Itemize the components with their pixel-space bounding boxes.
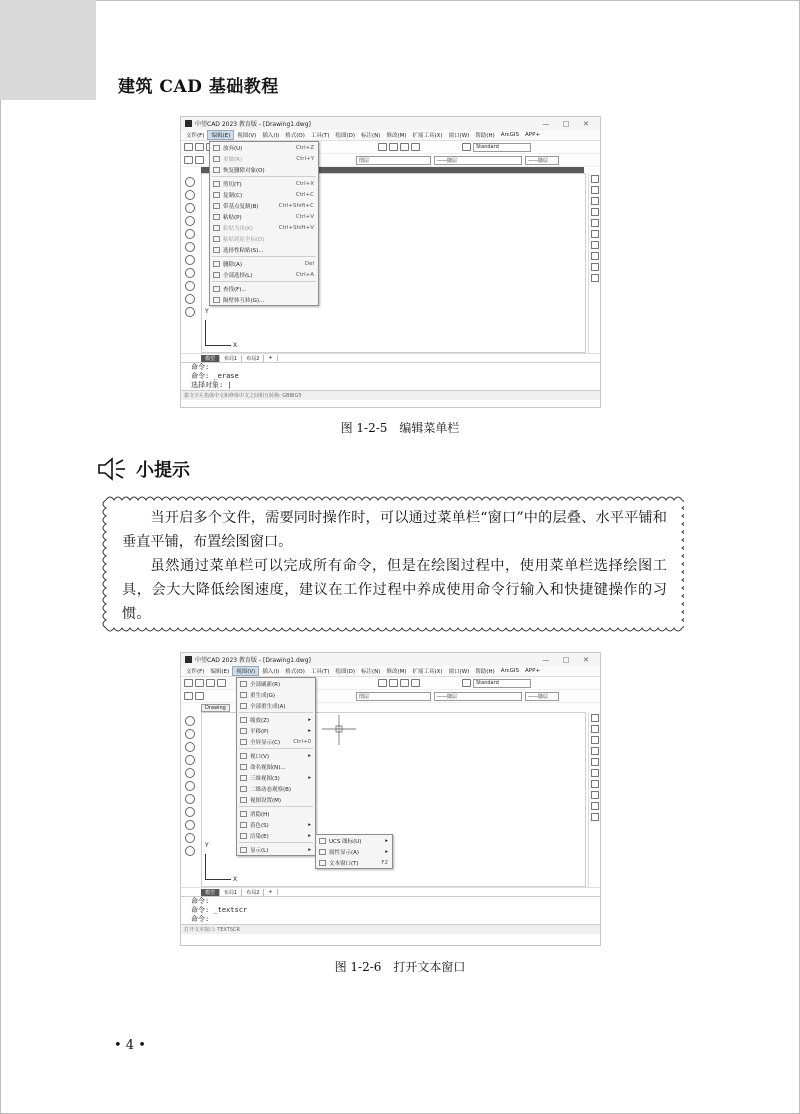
menu-item[interactable]: 插入(I)	[262, 133, 280, 139]
submenu-arrow-icon: ▸	[308, 727, 311, 734]
menu-item-label: 粘贴到原坐标(D)	[223, 236, 265, 243]
dropdown-item[interactable]	[237, 714, 315, 725]
menu-item-shortcut: Ctrl+V	[295, 213, 314, 220]
menu-item[interactable]: 绘图(D)	[335, 669, 356, 675]
layer-state-icon[interactable]	[195, 692, 204, 700]
menu-item-icon	[240, 764, 247, 770]
menu-item-label: 消隐(H)	[250, 811, 270, 818]
menu-item[interactable]: 插入(I)	[262, 669, 280, 675]
lineweight-combo[interactable]: ——随层	[525, 692, 559, 701]
tip-header	[96, 456, 190, 482]
command-line[interactable]	[181, 896, 600, 924]
dropdown-item[interactable]	[210, 294, 318, 305]
menu-separator	[212, 256, 316, 257]
line-icon[interactable]	[185, 716, 195, 726]
dropdown-item[interactable]	[237, 794, 315, 805]
title-bar	[181, 653, 600, 666]
menu-item-icon	[319, 849, 326, 855]
modify-toolbar	[588, 712, 600, 887]
menu-item-label: 复制(C)	[223, 192, 243, 199]
dropdown-item[interactable]	[210, 164, 318, 175]
view-menu-dropdown	[236, 677, 316, 856]
submenu-arrow-icon: ▸	[308, 752, 311, 759]
menu-item-icon	[240, 775, 247, 781]
print-icon[interactable]	[217, 679, 226, 687]
help-icon[interactable]	[462, 679, 471, 687]
dropdown-item[interactable]	[210, 178, 318, 189]
menu-item-icon	[213, 156, 220, 162]
stretch-icon[interactable]	[591, 263, 599, 271]
app-logo-icon	[185, 120, 192, 127]
menu-item-label: 全部选择(L)	[223, 272, 253, 279]
menu-item-label: 命名视图(N)...	[250, 764, 286, 771]
menu-item-icon	[240, 681, 247, 687]
cloud-icon[interactable]	[185, 794, 195, 804]
menu-item[interactable]: 格式(O)	[285, 669, 305, 675]
tip-paragraph: 当开启多个文件，需要同时操作时，可以通过菜单栏“窗口”中的层叠、水平平铺和垂直平铺，布置绘图窗口。	[122, 510, 667, 550]
menu-item[interactable]: 修改(M)	[386, 669, 407, 675]
layout-tab[interactable]: 布局1	[220, 889, 242, 896]
dropdown-item[interactable]	[316, 846, 392, 857]
figure-caption-2: 图 1-2-6 打开文本窗口	[334, 960, 466, 974]
zoom-window-icon[interactable]	[400, 679, 409, 687]
mirror-icon[interactable]	[591, 197, 599, 205]
app-logo-icon	[185, 656, 192, 663]
layout-tab[interactable]: 布局2	[242, 355, 264, 362]
draw-toolbar	[181, 712, 199, 887]
dropdown-item[interactable]	[210, 153, 318, 164]
display-submenu	[315, 834, 393, 869]
submenu-arrow-icon: ▸	[308, 821, 311, 828]
layer-state-icon[interactable]	[195, 156, 204, 164]
menu-item-icon	[240, 717, 247, 723]
dropdown-item[interactable]	[210, 222, 318, 233]
menu-item-label: 恢复删除对象(O)	[223, 167, 265, 174]
menu-item-icon	[240, 753, 247, 759]
rectangle-icon[interactable]	[185, 216, 195, 226]
dropdown-item[interactable]	[237, 819, 315, 830]
polyline-icon[interactable]	[185, 190, 195, 200]
mirror-icon[interactable]	[591, 736, 599, 744]
menu-item[interactable]: 文件(F)	[186, 133, 205, 139]
menu-item[interactable]: 标注(N)	[361, 669, 381, 675]
rotate-icon[interactable]	[591, 780, 599, 788]
copy-icon[interactable]	[591, 725, 599, 733]
maximize-icon[interactable]: □	[562, 119, 570, 128]
dropdown-item[interactable]	[237, 700, 315, 711]
window-title: 中望CAD 2023 教育版 - [Drawing1.dwg]	[195, 121, 311, 128]
ucs-icon: X Y	[205, 308, 238, 349]
dropdown-item[interactable]	[237, 783, 315, 794]
command-line[interactable]	[181, 362, 600, 390]
command-line-text: 命令: _erase	[191, 372, 239, 380]
figure-caption-1: 图 1-2-5 编辑菜单栏	[340, 421, 460, 435]
circle-icon[interactable]	[185, 242, 195, 252]
rectangle-icon[interactable]	[185, 755, 195, 765]
linetype-combo[interactable]: ——随层	[434, 156, 522, 165]
submenu-arrow-icon: ▸	[385, 837, 388, 844]
pan-icon[interactable]	[378, 143, 387, 151]
dropdown-item[interactable]	[237, 678, 315, 689]
array-icon[interactable]	[591, 219, 599, 227]
new-icon[interactable]	[184, 679, 193, 687]
command-line-text: 命令:	[191, 915, 210, 923]
move-icon[interactable]	[591, 769, 599, 777]
command-line-text: 命令:	[191, 897, 210, 905]
page-number: • 4 •	[114, 1038, 146, 1053]
menu-item-icon	[213, 214, 220, 220]
command-line-text: 命令:	[191, 363, 210, 371]
hatch-icon[interactable]	[185, 307, 195, 317]
new-icon[interactable]	[184, 143, 193, 151]
menu-item-icon	[213, 192, 220, 198]
polygon-icon[interactable]	[185, 203, 195, 213]
menu-item-icon	[213, 261, 220, 267]
array-icon[interactable]	[591, 758, 599, 766]
menu-item[interactable]: 工具(T)	[310, 669, 330, 675]
layer-combo[interactable]: 图层	[356, 692, 431, 701]
scale-icon[interactable]	[591, 252, 599, 260]
menu-item-label: 视图设置(M)	[250, 797, 282, 804]
zoom-icon[interactable]	[389, 679, 398, 687]
menu-item-icon	[240, 692, 247, 698]
dropdown-item[interactable]	[210, 269, 318, 280]
menu-bar	[181, 666, 600, 677]
menu-item-label: 重做(R)	[223, 156, 243, 163]
menu-item[interactable]: 工具(T)	[310, 133, 330, 139]
corner-band	[0, 0, 96, 100]
polyline-icon[interactable]	[185, 729, 195, 739]
menu-item-icon	[213, 247, 220, 253]
menu-item[interactable]: 帮助(H)	[475, 133, 495, 139]
menu-item-label: 视口(V)	[250, 753, 270, 760]
modify-toolbar	[588, 173, 600, 353]
menu-item-shortcut: Ctrl+Shift+C	[278, 202, 314, 209]
zoom-previous-icon[interactable]	[411, 143, 420, 151]
spline-icon[interactable]	[185, 807, 195, 817]
open-icon[interactable]	[195, 679, 204, 687]
menu-item-label: 选择性粘贴(S)...	[223, 247, 264, 254]
menu-item[interactable]: APP+	[525, 132, 541, 138]
menu-item-label: 二维动态观察(B)	[250, 786, 292, 793]
menu-item-icon	[319, 860, 326, 866]
zoom-window-icon[interactable]	[400, 143, 409, 151]
trim-icon[interactable]	[591, 274, 599, 282]
menu-item[interactable]: 标注(N)	[361, 133, 381, 139]
edit-menu-dropdown	[209, 141, 319, 306]
menu-item-shortcut: F2	[381, 859, 388, 866]
insert-block-icon[interactable]	[185, 294, 195, 304]
menu-item[interactable]: 窗口(W)	[448, 669, 470, 675]
zoom-previous-icon[interactable]	[411, 679, 420, 687]
copy-icon[interactable]	[591, 186, 599, 194]
draw-toolbar	[181, 173, 199, 353]
crosshair-cursor-icon	[322, 715, 362, 755]
menu-item[interactable]: 窗口(W)	[448, 133, 470, 139]
menu-bar	[181, 130, 600, 141]
menu-item-shortcut: Ctrl+C	[295, 191, 314, 198]
menu-item-shortcut: Ctrl+Y	[296, 155, 314, 162]
menu-item-shortcut: Ctrl+Z	[295, 144, 314, 151]
insert-block-icon[interactable]	[185, 833, 195, 843]
tip-box	[102, 496, 684, 632]
menu-item[interactable]: 扩展工具(X)	[412, 669, 443, 675]
speaker-icon	[96, 456, 128, 482]
scale-icon[interactable]	[591, 791, 599, 799]
tip-title: 小提示	[136, 460, 190, 481]
cloud-icon[interactable]	[185, 255, 195, 265]
linetype-combo[interactable]: ——随层	[434, 692, 522, 701]
dropdown-item[interactable]	[316, 857, 392, 868]
submenu-arrow-icon: ▸	[308, 846, 311, 853]
menu-item-icon	[240, 847, 247, 853]
polygon-icon[interactable]	[185, 742, 195, 752]
layout-tabs	[181, 887, 600, 896]
menu-item-shortcut: Ctrl+0	[293, 738, 311, 745]
cad-window-view-menu	[180, 652, 601, 946]
dropdown-item[interactable]	[237, 830, 315, 841]
menu-item-icon	[240, 811, 247, 817]
pan-icon[interactable]	[378, 679, 387, 687]
menu-separator	[239, 748, 313, 749]
text-style-combo[interactable]: Standard	[473, 679, 531, 688]
move-icon[interactable]	[591, 230, 599, 238]
ellipse-icon[interactable]	[185, 820, 195, 830]
ellipse-icon[interactable]	[185, 281, 195, 291]
layer-manager-icon[interactable]	[184, 692, 193, 700]
arc-icon[interactable]	[185, 229, 195, 239]
menu-item[interactable]: 视图(V)	[237, 133, 257, 139]
document-tab[interactable]: Drawing	[201, 704, 230, 712]
submenu-arrow-icon: ▸	[308, 832, 311, 839]
command-line-text: 命令: _textscr	[191, 906, 248, 914]
layer-manager-icon[interactable]	[184, 156, 193, 164]
dropdown-item[interactable]	[237, 808, 315, 819]
dropdown-item[interactable]	[237, 736, 315, 747]
layout-tab[interactable]: 模型	[201, 355, 220, 362]
tip-text	[122, 506, 667, 626]
menu-item-label: 显示(L)	[250, 847, 269, 854]
offset-icon[interactable]	[591, 747, 599, 755]
menu-item-icon	[213, 181, 220, 187]
menu-item-label: 剪切(T)	[223, 181, 242, 188]
layout-tab[interactable]: 布局2	[242, 889, 264, 896]
dropdown-item[interactable]	[237, 844, 315, 855]
menu-separator	[239, 806, 313, 807]
line-icon[interactable]	[185, 177, 195, 187]
menu-item-icon	[213, 167, 220, 173]
status-bar: 打开文本窗口: TEXTSCR	[181, 924, 600, 934]
maximize-icon[interactable]: □	[562, 655, 570, 664]
minimize-icon[interactable]: —	[542, 655, 550, 664]
menu-item-label: 重生成(G)	[250, 692, 276, 699]
menu-item-icon	[240, 786, 247, 792]
layer-combo[interactable]: 图层	[356, 156, 431, 165]
submenu-arrow-icon: ▸	[308, 774, 311, 781]
menu-item-label: 隔壁体互转(G)...	[223, 297, 265, 304]
lineweight-combo[interactable]: ——随层	[525, 156, 559, 165]
menu-item-icon	[240, 822, 247, 828]
menu-separator	[239, 712, 313, 713]
menu-item-shortcut: Del	[304, 260, 314, 267]
layout-tab[interactable]: +	[264, 355, 277, 361]
menu-item[interactable]: 格式(O)	[285, 133, 305, 139]
arc-icon[interactable]	[185, 768, 195, 778]
menu-separator	[239, 842, 313, 843]
menu-item-label: 全部重生成(A)	[250, 703, 286, 710]
text-style-combo[interactable]: Standard	[473, 143, 531, 152]
submenu-arrow-icon: ▸	[385, 848, 388, 855]
menu-item-label: 属性显示(A)	[329, 849, 360, 856]
menu-item-label: 粘贴(P)	[223, 214, 242, 221]
submenu-arrow-icon: ▸	[308, 716, 311, 723]
circle-icon[interactable]	[185, 781, 195, 791]
menu-item-icon	[213, 297, 220, 303]
zoom-icon[interactable]	[389, 143, 398, 151]
trim-icon[interactable]	[591, 813, 599, 821]
hatch-icon[interactable]	[185, 846, 195, 856]
dropdown-item[interactable]	[237, 725, 315, 736]
menu-item-label: 着色(S)	[250, 822, 269, 829]
menu-item-label: 渲染(E)	[250, 833, 269, 840]
menu-item[interactable]: APP+	[525, 668, 541, 674]
menu-item[interactable]: 编辑(E)	[210, 669, 230, 675]
menu-item-shortcut: Ctrl+A	[295, 271, 314, 278]
menu-item-label: 缩放(Z)	[250, 717, 270, 724]
menu-separator	[212, 281, 316, 282]
cad-window-edit-menu	[180, 116, 601, 408]
menu-item[interactable]: ArcGIS	[500, 668, 520, 674]
menu-item-label: 全部刷新(R)	[250, 681, 281, 688]
open-icon[interactable]	[195, 143, 204, 151]
menu-item-icon	[319, 838, 326, 844]
menu-item-label: 三维视图(3)	[250, 775, 280, 782]
menu-item-icon	[240, 739, 247, 745]
tip-paragraph: 虽然通过菜单栏可以完成所有命令，但是在绘图过程中，使用菜单栏选择绘图工具，会大大降低绘图速度，建议在工作过程中养成使用命令行输入和快捷键操作的习惯。	[122, 558, 667, 622]
menu-item[interactable]: 视图(V)	[232, 666, 259, 676]
menu-item-label: 查找(F)...	[223, 286, 247, 293]
stretch-icon[interactable]	[591, 802, 599, 810]
menu-item[interactable]: 修改(M)	[386, 133, 407, 139]
close-icon[interactable]: ✕	[583, 655, 589, 664]
menu-item-icon	[213, 286, 220, 292]
menu-item-label: 平移(P)	[250, 728, 269, 735]
dropdown-item[interactable]	[210, 233, 318, 244]
menu-item-label: 粘贴为块(K)	[223, 225, 253, 232]
menu-item-label: UCS 图标(U)	[329, 838, 362, 845]
menu-item-shortcut: Ctrl+X	[295, 180, 314, 187]
ucs-icon: X Y	[205, 842, 238, 883]
book-title: 建筑 CAD 基础教程	[118, 77, 279, 97]
menu-item[interactable]: 帮助(H)	[475, 669, 495, 675]
menu-item[interactable]: 编辑(E)	[207, 130, 234, 140]
save-icon[interactable]	[206, 679, 215, 687]
layout-tabs	[181, 353, 600, 362]
menu-item[interactable]: 扩展工具(X)	[412, 133, 443, 139]
menu-item-icon	[240, 833, 247, 839]
dropdown-item[interactable]	[237, 772, 315, 783]
menu-item[interactable]: 绘图(D)	[335, 133, 356, 139]
menu-item-label: 删除(A)	[223, 261, 243, 268]
dropdown-item[interactable]	[210, 244, 318, 255]
menu-item-icon	[213, 203, 220, 209]
dropdown-item[interactable]	[210, 283, 318, 294]
dropdown-item[interactable]	[237, 750, 315, 761]
menu-item[interactable]: ArcGIS	[500, 132, 520, 138]
menu-item-label: 全屏显示(C)	[250, 739, 281, 746]
menu-item-label: 放弃(U)	[223, 145, 243, 152]
erase-icon[interactable]	[591, 714, 599, 722]
rotate-icon[interactable]	[591, 241, 599, 249]
menu-item-icon	[213, 272, 220, 278]
dropdown-item[interactable]	[237, 689, 315, 700]
menu-item-label: 文本窗口(T)	[329, 860, 359, 867]
erase-icon[interactable]	[591, 175, 599, 183]
layout-tab[interactable]: +	[264, 889, 277, 895]
dropdown-item[interactable]	[237, 761, 315, 772]
status-bar: 拔文字左指体中文和修体中文之间相互转换: GBBIG5	[181, 390, 600, 400]
close-icon[interactable]: ✕	[583, 119, 589, 128]
menu-item-label: 带基点复制(B)	[223, 203, 259, 210]
dropdown-item[interactable]	[210, 200, 318, 211]
dropdown-item[interactable]	[210, 142, 318, 153]
menu-item-shortcut: Ctrl+Shift+V	[278, 224, 314, 231]
menu-item-icon	[240, 728, 247, 734]
menu-item-icon	[240, 797, 247, 803]
menu-item-icon	[213, 225, 220, 231]
minimize-icon[interactable]: —	[542, 119, 550, 128]
spline-icon[interactable]	[185, 268, 195, 278]
dropdown-item[interactable]	[210, 258, 318, 269]
layout-tab[interactable]: 模型	[201, 889, 220, 896]
menu-item-icon	[213, 236, 220, 242]
menu-separator	[212, 176, 316, 177]
title-bar	[181, 117, 600, 130]
command-line-text: 选择对象: |	[191, 381, 232, 389]
help-icon[interactable]	[462, 143, 471, 151]
dropdown-item[interactable]	[210, 211, 318, 222]
layout-tab[interactable]: 布局1	[220, 355, 242, 362]
dropdown-item[interactable]	[210, 189, 318, 200]
menu-item-icon	[213, 145, 220, 151]
window-title: 中望CAD 2023 教育版 - [Drawing1.dwg]	[195, 657, 311, 664]
menu-item[interactable]: 文件(F)	[186, 669, 205, 675]
menu-item-icon	[240, 703, 247, 709]
offset-icon[interactable]	[591, 208, 599, 216]
dropdown-item[interactable]	[316, 835, 392, 846]
